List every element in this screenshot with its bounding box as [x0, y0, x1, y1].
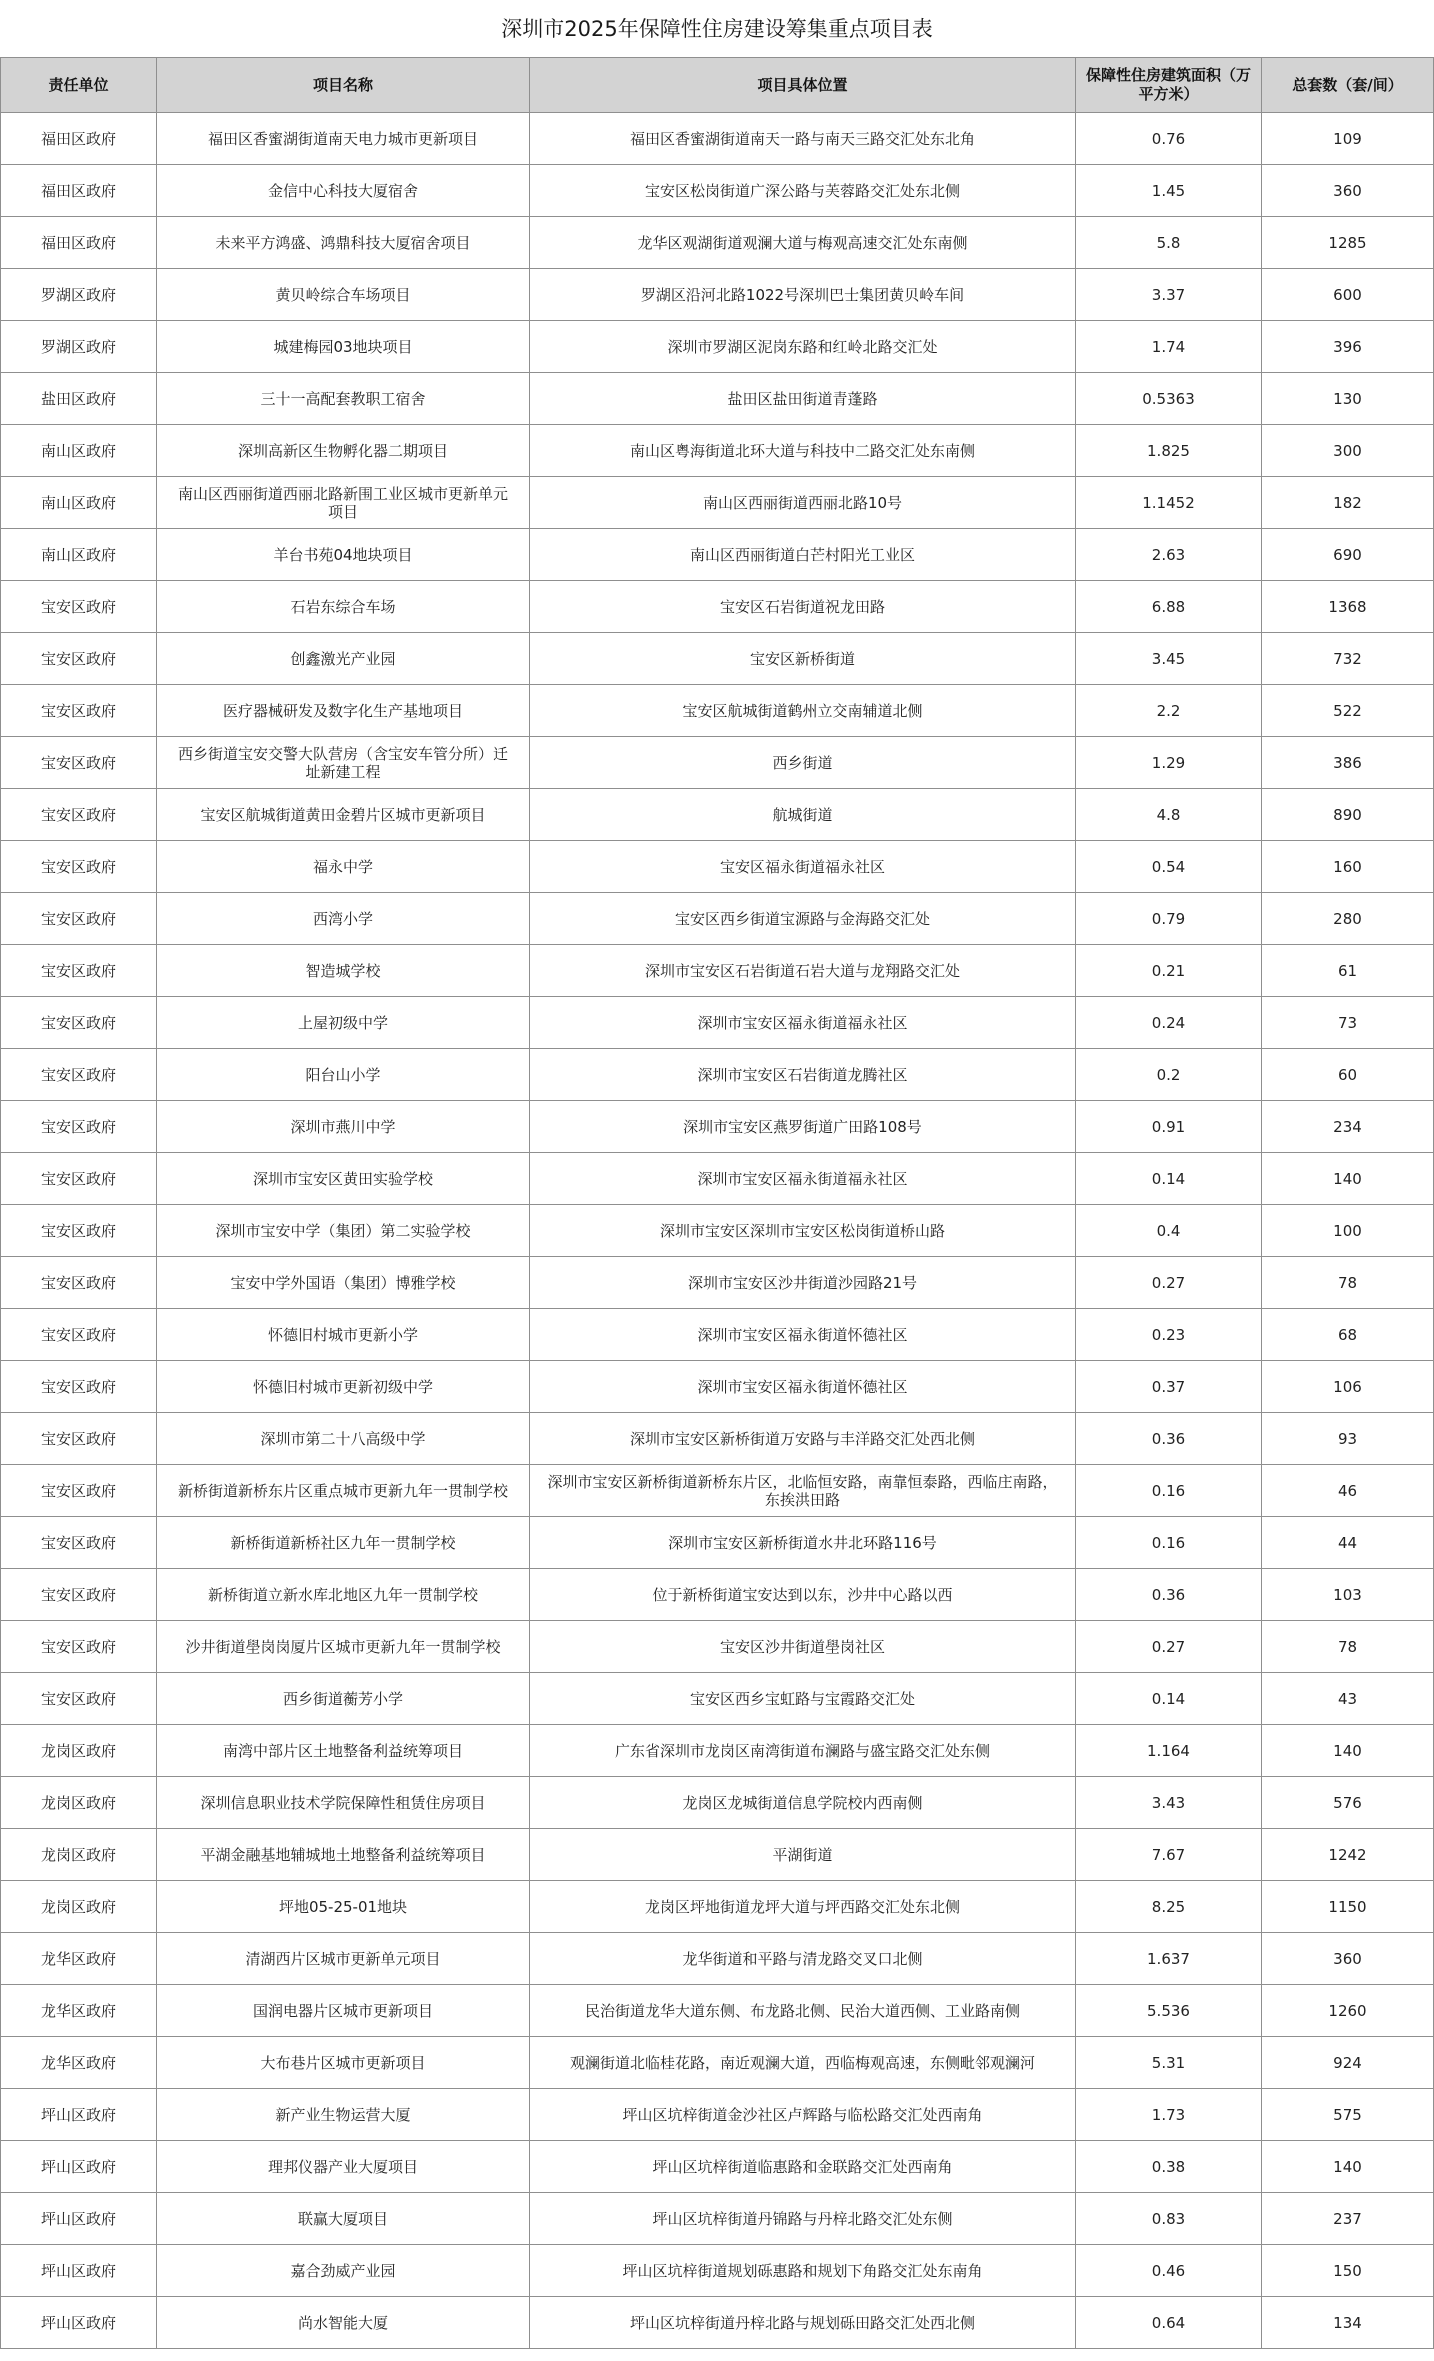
table-row [1, 1049, 1434, 1101]
floor-area-cell: 1.73 [1076, 2089, 1262, 2141]
floor-area-cell: 6.88 [1076, 581, 1262, 633]
project-location-cell: 盐田区盐田街道青蓬路 [530, 373, 1076, 425]
project-location-cell: 深圳市罗湖区泥岗东路和红岭北路交汇处 [530, 321, 1076, 373]
project-location-cell: 南山区西丽街道白芒村阳光工业区 [530, 529, 1076, 581]
floor-area-cell: 0.2 [1076, 1049, 1262, 1101]
table-row [1, 685, 1434, 737]
total-units-cell: 1150 [1262, 1881, 1434, 1933]
responsible-unit-cell: 罗湖区政府 [1, 269, 157, 321]
header-row [1, 58, 1434, 113]
total-units-cell: 78 [1262, 1621, 1434, 1673]
table-row [1, 113, 1434, 165]
project-name-cell: 黄贝岭综合车场项目 [157, 269, 530, 321]
floor-area-cell: 4.8 [1076, 789, 1262, 841]
project-name-cell: 联赢大厦项目 [157, 2193, 530, 2245]
responsible-unit-cell: 福田区政府 [1, 113, 157, 165]
total-units-cell: 1260 [1262, 1985, 1434, 2037]
floor-area-cell: 1.45 [1076, 165, 1262, 217]
floor-area-cell: 0.76 [1076, 113, 1262, 165]
table-row [1, 1829, 1434, 1881]
responsible-unit-cell: 宝安区政府 [1, 1361, 157, 1413]
project-name-cell: 深圳高新区生物孵化器二期项目 [157, 425, 530, 477]
table-row [1, 633, 1434, 685]
project-location-cell: 龙华街道和平路与清龙路交叉口北侧 [530, 1933, 1076, 1985]
floor-area-cell: 0.36 [1076, 1413, 1262, 1465]
floor-area-cell: 0.83 [1076, 2193, 1262, 2245]
floor-area-cell: 0.14 [1076, 1153, 1262, 1205]
project-name-cell: 新桥街道新桥东片区重点城市更新九年一贯制学校 [157, 1465, 530, 1517]
total-units-cell: 109 [1262, 113, 1434, 165]
project-location-cell: 深圳市宝安区石岩街道龙腾社区 [530, 1049, 1076, 1101]
total-units-cell: 890 [1262, 789, 1434, 841]
project-location-cell: 深圳市宝安区福永街道福永社区 [530, 997, 1076, 1049]
project-name-cell: 南山区西丽街道西丽北路新围工业区城市更新单元项目 [157, 477, 530, 529]
total-units-cell: 732 [1262, 633, 1434, 685]
total-units-cell: 396 [1262, 321, 1434, 373]
total-units-cell: 1285 [1262, 217, 1434, 269]
project-name-cell: 西乡街道蘅芳小学 [157, 1673, 530, 1725]
floor-area-cell: 1.29 [1076, 737, 1262, 789]
project-location-cell: 宝安区航城街道鹤州立交南辅道北侧 [530, 685, 1076, 737]
total-units-cell: 134 [1262, 2297, 1434, 2349]
project-name-cell: 阳台山小学 [157, 1049, 530, 1101]
table-row [1, 477, 1434, 529]
responsible-unit-cell: 坪山区政府 [1, 2141, 157, 2193]
project-name-cell: 宝安中学外国语（集团）博雅学校 [157, 1257, 530, 1309]
floor-area-cell: 0.37 [1076, 1361, 1262, 1413]
responsible-unit-cell: 坪山区政府 [1, 2245, 157, 2297]
floor-area-cell: 0.16 [1076, 1517, 1262, 1569]
total-units-cell: 46 [1262, 1465, 1434, 1517]
total-units-cell: 73 [1262, 997, 1434, 1049]
project-location-cell: 坪山区坑梓街道丹梓北路与规划砾田路交汇处西北侧 [530, 2297, 1076, 2349]
header-responsible-unit: 责任单位 [1, 58, 157, 113]
responsible-unit-cell: 南山区政府 [1, 529, 157, 581]
project-location-cell: 龙岗区龙城街道信息学院校内西南侧 [530, 1777, 1076, 1829]
total-units-cell: 237 [1262, 2193, 1434, 2245]
table-row [1, 1153, 1434, 1205]
project-name-cell: 坪地05-25-01地块 [157, 1881, 530, 1933]
floor-area-cell: 0.46 [1076, 2245, 1262, 2297]
floor-area-cell: 3.43 [1076, 1777, 1262, 1829]
project-name-cell: 沙井街道壆岗岗厦片区城市更新九年一贯制学校 [157, 1621, 530, 1673]
responsible-unit-cell: 罗湖区政府 [1, 321, 157, 373]
project-name-cell: 福永中学 [157, 841, 530, 893]
total-units-cell: 60 [1262, 1049, 1434, 1101]
project-location-cell: 民治街道龙华大道东侧、布龙路北侧、民治大道西侧、工业路南侧 [530, 1985, 1076, 2037]
project-name-cell: 南湾中部片区土地整备利益统筹项目 [157, 1725, 530, 1777]
project-location-cell: 宝安区新桥街道 [530, 633, 1076, 685]
total-units-cell: 103 [1262, 1569, 1434, 1621]
responsible-unit-cell: 坪山区政府 [1, 2089, 157, 2141]
total-units-cell: 44 [1262, 1517, 1434, 1569]
floor-area-cell: 3.37 [1076, 269, 1262, 321]
responsible-unit-cell: 宝安区政府 [1, 1101, 157, 1153]
project-location-cell: 深圳市宝安区深圳市宝安区松岗街道桥山路 [530, 1205, 1076, 1257]
project-location-cell: 坪山区坑梓街道金沙社区卢辉路与临松路交汇处西南角 [530, 2089, 1076, 2141]
table-row [1, 321, 1434, 373]
floor-area-cell: 5.8 [1076, 217, 1262, 269]
floor-area-cell: 5.536 [1076, 1985, 1262, 2037]
total-units-cell: 360 [1262, 165, 1434, 217]
project-location-cell: 广东省深圳市龙岗区南湾街道布澜路与盛宝路交汇处东侧 [530, 1725, 1076, 1777]
project-location-cell: 南山区西丽街道西丽北路10号 [530, 477, 1076, 529]
table-row [1, 1257, 1434, 1309]
total-units-cell: 140 [1262, 1153, 1434, 1205]
total-units-cell: 360 [1262, 1933, 1434, 1985]
project-name-cell: 西乡街道宝安交警大队营房（含宝安车管分所）迁址新建工程 [157, 737, 530, 789]
responsible-unit-cell: 宝安区政府 [1, 1569, 157, 1621]
responsible-unit-cell: 宝安区政府 [1, 893, 157, 945]
total-units-cell: 522 [1262, 685, 1434, 737]
responsible-unit-cell: 宝安区政府 [1, 1465, 157, 1517]
responsible-unit-cell: 龙岗区政府 [1, 1829, 157, 1881]
project-location-cell: 深圳市宝安区福永街道福永社区 [530, 1153, 1076, 1205]
project-name-cell: 清湖西片区城市更新单元项目 [157, 1933, 530, 1985]
total-units-cell: 280 [1262, 893, 1434, 945]
responsible-unit-cell: 福田区政府 [1, 165, 157, 217]
table-row [1, 893, 1434, 945]
total-units-cell: 61 [1262, 945, 1434, 997]
project-location-cell: 深圳市宝安区福永街道怀德社区 [530, 1361, 1076, 1413]
responsible-unit-cell: 福田区政府 [1, 217, 157, 269]
total-units-cell: 576 [1262, 1777, 1434, 1829]
floor-area-cell: 0.27 [1076, 1257, 1262, 1309]
table-row [1, 2245, 1434, 2297]
responsible-unit-cell: 龙华区政府 [1, 1933, 157, 1985]
table-row [1, 737, 1434, 789]
project-location-cell: 宝安区松岗街道广深公路与芙蓉路交汇处东北侧 [530, 165, 1076, 217]
responsible-unit-cell: 龙华区政府 [1, 1985, 157, 2037]
responsible-unit-cell: 南山区政府 [1, 477, 157, 529]
floor-area-cell: 0.64 [1076, 2297, 1262, 2349]
responsible-unit-cell: 宝安区政府 [1, 997, 157, 1049]
floor-area-cell: 1.1452 [1076, 477, 1262, 529]
project-location-cell: 深圳市宝安区福永街道怀德社区 [530, 1309, 1076, 1361]
table-row [1, 581, 1434, 633]
table-row [1, 1361, 1434, 1413]
responsible-unit-cell: 坪山区政府 [1, 2297, 157, 2349]
floor-area-cell: 0.4 [1076, 1205, 1262, 1257]
project-location-cell: 位于新桥街道宝安达到以东，沙井中心路以西 [530, 1569, 1076, 1621]
floor-area-cell: 0.21 [1076, 945, 1262, 997]
table-row [1, 165, 1434, 217]
responsible-unit-cell: 宝安区政府 [1, 1413, 157, 1465]
responsible-unit-cell: 宝安区政府 [1, 1517, 157, 1569]
table-title: 深圳市2025年保障性住房建设筹集重点项目表 [501, 17, 933, 41]
floor-area-cell: 0.79 [1076, 893, 1262, 945]
total-units-cell: 1242 [1262, 1829, 1434, 1881]
table-row [1, 789, 1434, 841]
table-row [1, 1569, 1434, 1621]
table-row [1, 2141, 1434, 2193]
total-units-cell: 300 [1262, 425, 1434, 477]
table-row [1, 373, 1434, 425]
responsible-unit-cell: 宝安区政府 [1, 1153, 157, 1205]
table-row [1, 1985, 1434, 2037]
total-units-cell: 106 [1262, 1361, 1434, 1413]
project-location-cell: 宝安区西乡街道宝源路与金海路交汇处 [530, 893, 1076, 945]
project-name-cell: 深圳信息职业技术学院保障性租赁住房项目 [157, 1777, 530, 1829]
responsible-unit-cell: 宝安区政府 [1, 1673, 157, 1725]
table-row [1, 1413, 1434, 1465]
responsible-unit-cell: 宝安区政府 [1, 1205, 157, 1257]
table-body [1, 113, 1434, 2349]
floor-area-cell: 0.36 [1076, 1569, 1262, 1621]
floor-area-cell: 1.74 [1076, 321, 1262, 373]
project-name-cell: 医疗器械研发及数字化生产基地项目 [157, 685, 530, 737]
project-location-cell: 福田区香蜜湖街道南天一路与南天三路交汇处东北角 [530, 113, 1076, 165]
responsible-unit-cell: 龙岗区政府 [1, 1777, 157, 1829]
table-row [1, 1465, 1434, 1517]
project-location-cell: 龙岗区坪地街道龙坪大道与坪西路交汇处东北侧 [530, 1881, 1076, 1933]
total-units-cell: 140 [1262, 1725, 1434, 1777]
header-project-name: 项目名称 [157, 58, 530, 113]
floor-area-cell: 2.2 [1076, 685, 1262, 737]
table-row [1, 1881, 1434, 1933]
project-location-cell: 坪山区坑梓街道丹锦路与丹梓北路交汇处东侧 [530, 2193, 1076, 2245]
project-location-cell: 宝安区福永街道福永社区 [530, 841, 1076, 893]
project-location-cell: 平湖街道 [530, 1829, 1076, 1881]
total-units-cell: 690 [1262, 529, 1434, 581]
floor-area-cell: 0.91 [1076, 1101, 1262, 1153]
project-location-cell: 西乡街道 [530, 737, 1076, 789]
project-location-cell: 龙华区观湖街道观澜大道与梅观高速交汇处东南侧 [530, 217, 1076, 269]
total-units-cell: 1368 [1262, 581, 1434, 633]
total-units-cell: 234 [1262, 1101, 1434, 1153]
total-units-cell: 68 [1262, 1309, 1434, 1361]
project-location-cell: 宝安区石岩街道祝龙田路 [530, 581, 1076, 633]
table-row [1, 945, 1434, 997]
project-name-cell: 石岩东综合车场 [157, 581, 530, 633]
floor-area-cell: 0.38 [1076, 2141, 1262, 2193]
project-name-cell: 金信中心科技大厦宿舍 [157, 165, 530, 217]
header-project-location: 项目具体位置 [530, 58, 1076, 113]
project-location-cell: 宝安区西乡宝虹路与宝霞路交汇处 [530, 1673, 1076, 1725]
responsible-unit-cell: 宝安区政府 [1, 737, 157, 789]
total-units-cell: 182 [1262, 477, 1434, 529]
project-location-cell: 深圳市宝安区石岩街道石岩大道与龙翔路交汇处 [530, 945, 1076, 997]
project-location-cell: 坪山区坑梓街道临惠路和金联路交汇处西南角 [530, 2141, 1076, 2193]
total-units-cell: 140 [1262, 2141, 1434, 2193]
table-row [1, 1517, 1434, 1569]
table-row [1, 2193, 1434, 2245]
project-location-cell: 罗湖区沿河北路1022号深圳巴士集团黄贝岭车间 [530, 269, 1076, 321]
total-units-cell: 160 [1262, 841, 1434, 893]
project-name-cell: 西湾小学 [157, 893, 530, 945]
project-name-cell: 城建梅园03地块项目 [157, 321, 530, 373]
responsible-unit-cell: 宝安区政府 [1, 1621, 157, 1673]
floor-area-cell: 0.23 [1076, 1309, 1262, 1361]
responsible-unit-cell: 宝安区政府 [1, 789, 157, 841]
project-name-cell: 创鑫激光产业园 [157, 633, 530, 685]
table-row [1, 1205, 1434, 1257]
floor-area-cell: 0.24 [1076, 997, 1262, 1049]
table-row [1, 997, 1434, 1049]
table-row [1, 841, 1434, 893]
floor-area-cell: 0.54 [1076, 841, 1262, 893]
table-row [1, 217, 1434, 269]
responsible-unit-cell: 龙岗区政府 [1, 1881, 157, 1933]
project-location-cell: 宝安区沙井街道壆岗社区 [530, 1621, 1076, 1673]
table-row [1, 529, 1434, 581]
project-name-cell: 新桥街道立新水库北地区九年一贯制学校 [157, 1569, 530, 1621]
project-name-cell: 三十一高配套教职工宿舍 [157, 373, 530, 425]
responsible-unit-cell: 宝安区政府 [1, 1309, 157, 1361]
project-name-cell: 深圳市第二十八高级中学 [157, 1413, 530, 1465]
project-name-cell: 福田区香蜜湖街道南天电力城市更新项目 [157, 113, 530, 165]
header-total-units: 总套数（套/间） [1262, 58, 1434, 113]
project-name-cell: 未来平方鸿盛、鸿鼎科技大厦宿舍项目 [157, 217, 530, 269]
project-name-cell: 深圳市宝安中学（集团）第二实验学校 [157, 1205, 530, 1257]
project-name-cell: 怀德旧村城市更新初级中学 [157, 1361, 530, 1413]
responsible-unit-cell: 宝安区政府 [1, 581, 157, 633]
project-location-cell: 观澜街道北临桂花路，南近观澜大道，西临梅观高速，东侧毗邻观澜河 [530, 2037, 1076, 2089]
total-units-cell: 150 [1262, 2245, 1434, 2297]
responsible-unit-cell: 宝安区政府 [1, 685, 157, 737]
table-row [1, 1101, 1434, 1153]
floor-area-cell: 0.16 [1076, 1465, 1262, 1517]
project-name-cell: 怀德旧村城市更新小学 [157, 1309, 530, 1361]
project-name-cell: 新桥街道新桥社区九年一贯制学校 [157, 1517, 530, 1569]
responsible-unit-cell: 龙华区政府 [1, 2037, 157, 2089]
total-units-cell: 93 [1262, 1413, 1434, 1465]
floor-area-cell: 1.637 [1076, 1933, 1262, 1985]
project-name-cell: 深圳市燕川中学 [157, 1101, 530, 1153]
total-units-cell: 386 [1262, 737, 1434, 789]
table-row [1, 1725, 1434, 1777]
project-name-cell: 嘉合劲威产业园 [157, 2245, 530, 2297]
responsible-unit-cell: 盐田区政府 [1, 373, 157, 425]
project-location-cell: 深圳市宝安区沙井街道沙园路21号 [530, 1257, 1076, 1309]
project-name-cell: 新产业生物运营大厦 [157, 2089, 530, 2141]
table-row [1, 1777, 1434, 1829]
floor-area-cell: 1.164 [1076, 1725, 1262, 1777]
table-row [1, 2037, 1434, 2089]
table-row [1, 425, 1434, 477]
project-name-cell: 深圳市宝安区黄田实验学校 [157, 1153, 530, 1205]
project-name-cell: 宝安区航城街道黄田金碧片区城市更新项目 [157, 789, 530, 841]
table-row [1, 269, 1434, 321]
floor-area-cell: 0.14 [1076, 1673, 1262, 1725]
project-table [0, 57, 1434, 2349]
responsible-unit-cell: 坪山区政府 [1, 2193, 157, 2245]
total-units-cell: 600 [1262, 269, 1434, 321]
table-row [1, 1673, 1434, 1725]
project-name-cell: 理邦仪器产业大厦项目 [157, 2141, 530, 2193]
total-units-cell: 78 [1262, 1257, 1434, 1309]
responsible-unit-cell: 宝安区政府 [1, 633, 157, 685]
project-name-cell: 国润电器片区城市更新项目 [157, 1985, 530, 2037]
project-location-cell: 坪山区坑梓街道规划砾惠路和规划下角路交汇处东南角 [530, 2245, 1076, 2297]
responsible-unit-cell: 宝安区政府 [1, 841, 157, 893]
floor-area-cell: 7.67 [1076, 1829, 1262, 1881]
table-row [1, 1933, 1434, 1985]
floor-area-cell: 0.5363 [1076, 373, 1262, 425]
total-units-cell: 43 [1262, 1673, 1434, 1725]
floor-area-cell: 8.25 [1076, 1881, 1262, 1933]
project-name-cell: 大布巷片区城市更新项目 [157, 2037, 530, 2089]
responsible-unit-cell: 宝安区政府 [1, 1049, 157, 1101]
table-row [1, 1621, 1434, 1673]
project-name-cell: 平湖金融基地辅城地土地整备利益统筹项目 [157, 1829, 530, 1881]
responsible-unit-cell: 宝安区政府 [1, 1257, 157, 1309]
table-row [1, 2297, 1434, 2349]
project-name-cell: 羊台书苑04地块项目 [157, 529, 530, 581]
responsible-unit-cell: 宝安区政府 [1, 945, 157, 997]
floor-area-cell: 0.27 [1076, 1621, 1262, 1673]
total-units-cell: 100 [1262, 1205, 1434, 1257]
total-units-cell: 924 [1262, 2037, 1434, 2089]
project-location-cell: 深圳市宝安区新桥街道万安路与丰洋路交汇处西北侧 [530, 1413, 1076, 1465]
project-name-cell: 尚水智能大厦 [157, 2297, 530, 2349]
floor-area-cell: 2.63 [1076, 529, 1262, 581]
responsible-unit-cell: 龙岗区政府 [1, 1725, 157, 1777]
header-floor-area: 保障性住房建筑面积（万平方米） [1076, 58, 1262, 113]
project-location-cell: 南山区粤海街道北环大道与科技中二路交汇处东南侧 [530, 425, 1076, 477]
project-location-cell: 航城街道 [530, 789, 1076, 841]
total-units-cell: 575 [1262, 2089, 1434, 2141]
project-name-cell: 智造城学校 [157, 945, 530, 997]
table-row [1, 1309, 1434, 1361]
project-location-cell: 深圳市宝安区燕罗街道广田路108号 [530, 1101, 1076, 1153]
floor-area-cell: 5.31 [1076, 2037, 1262, 2089]
total-units-cell: 130 [1262, 373, 1434, 425]
table-container [0, 57, 1434, 2349]
project-location-cell: 深圳市宝安区新桥街道新桥东片区，北临恒安路，南靠恒泰路，西临庄南路，东挨洪田路 [530, 1465, 1076, 1517]
responsible-unit-cell: 南山区政府 [1, 425, 157, 477]
project-location-cell: 深圳市宝安区新桥街道水井北环路116号 [530, 1517, 1076, 1569]
floor-area-cell: 1.825 [1076, 425, 1262, 477]
project-name-cell: 上屋初级中学 [157, 997, 530, 1049]
table-row [1, 2089, 1434, 2141]
floor-area-cell: 3.45 [1076, 633, 1262, 685]
